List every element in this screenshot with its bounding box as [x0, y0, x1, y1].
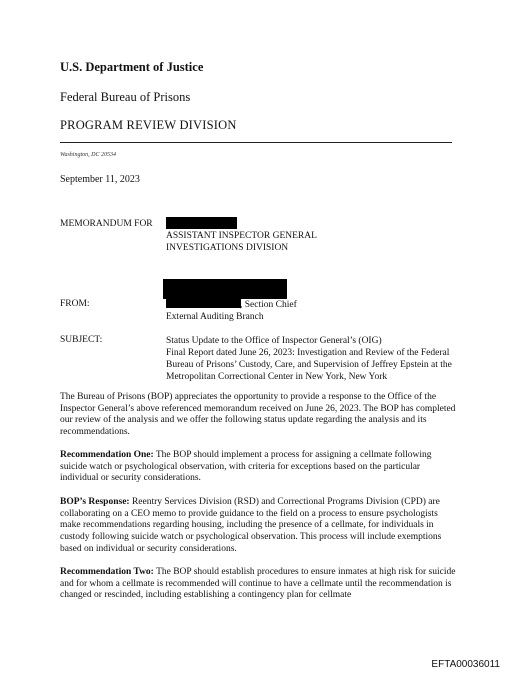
division-heading: PROGRAM REVIEW DIVISION	[60, 118, 237, 132]
subject-line: Bureau of Prisons’ Custody, Care, and Supervision of Jeffrey Epstein at the	[166, 360, 452, 370]
memo-date: September 11, 2023	[60, 174, 140, 185]
recommendation-two	[60, 567, 456, 602]
department-heading: U.S. Department of Justice	[60, 60, 204, 74]
bureau-heading: Federal Bureau of Prisons	[60, 90, 191, 104]
bop-response-text: Reentry Services Division (RSD) and Correctional Programs Division (CPD) are collaborating on a CEO memo to provide guidance to the field on a process to ensure psychologists make recommendations regarding housing, including the presence of a cellmate, for individuals in custody following suicide watch or psychological observation. This process will include exemptions based on individual or security considerations.	[60, 497, 442, 554]
bop-response-label: BOP’s Response:	[60, 497, 130, 507]
from-title: , Section Chief	[240, 300, 297, 310]
location-line: Washington, DC 20534	[60, 152, 116, 158]
subject-line: Status Update to the Office of Inspector General’s (OIG)	[166, 336, 382, 346]
recipient-line: INVESTIGATIONS DIVISION	[166, 243, 289, 253]
from-branch: External Auditing Branch	[166, 312, 264, 322]
header-divider	[60, 142, 452, 143]
recipient-line: ASSISTANT INSPECTOR GENERAL	[166, 231, 317, 241]
intro-paragraph: The Bureau of Prisons (BOP) appreciates the opportunity to provide a response to the Office of the Inspector General’s above referenced memorandum received on June 26, 2023. The BOP has completed our review of the analysis and we offer the following status update regarding the analysis and its recommendations.	[60, 392, 456, 438]
recommendation-two-text: The BOP should establish procedures to ensure inmates at high risk for suicide and for whom a cellmate is recommended will continue to have a cellmate until the recommendation is changed or rescinded, including establishing a contingency plan for cellmate	[60, 567, 456, 601]
memo-for-label: MEMORANDUM FOR	[60, 219, 153, 229]
subject-text	[166, 335, 452, 383]
recommendation-one	[60, 450, 456, 485]
from-label: FROM:	[60, 299, 90, 309]
redaction-block	[166, 298, 241, 308]
recommendation-one-label: Recommendation One:	[60, 450, 154, 460]
subject-line: Final Report dated June 26, 2023: Investigation and Review of the Federal	[166, 348, 450, 358]
subject-label: SUBJECT:	[60, 335, 103, 345]
subject-line: Metropolitan Correctional Center in New York, New York	[166, 372, 388, 382]
redaction-block	[166, 217, 237, 229]
memo-for-recipient	[166, 230, 317, 254]
bop-response	[60, 497, 456, 556]
document-id: EFTA00036011	[431, 659, 500, 670]
recommendation-one-text: The BOP should implement a process for assigning a cellmate following suicide watch or psychological observation, with criteria for exceptions based on the particular individual or security considerations.	[60, 450, 432, 484]
redaction-block	[163, 279, 287, 299]
recommendation-two-label: Recommendation Two:	[60, 567, 154, 577]
